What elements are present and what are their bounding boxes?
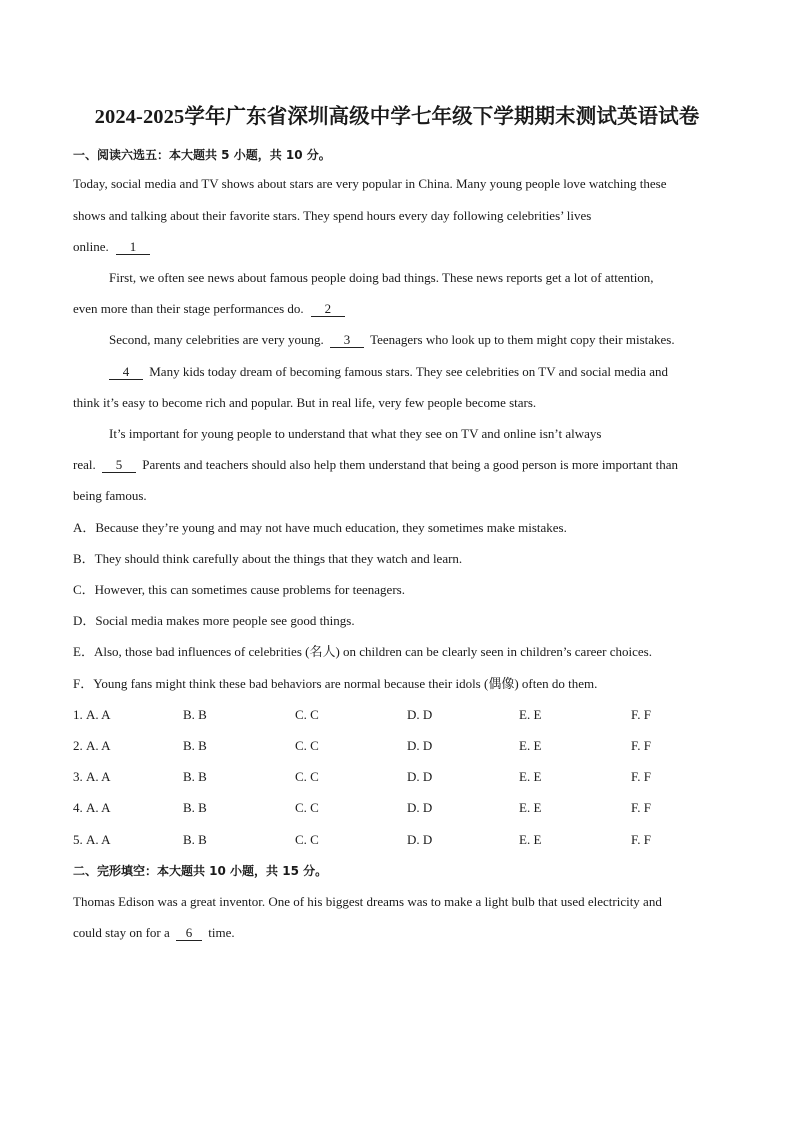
passage-text: could stay on for a	[73, 925, 170, 940]
answer-choice[interactable]: E. E	[519, 707, 542, 722]
answer-choice[interactable]: A. A	[86, 707, 111, 722]
answer-choice[interactable]: A. A	[86, 769, 111, 784]
option-f: F．Young fans might think these bad behaviors are normal because their idols (偶像) often do them.	[73, 676, 598, 691]
answer-choice[interactable]: D. D	[407, 738, 433, 753]
answer-choice[interactable]: B. B	[183, 832, 207, 847]
passage-line	[73, 300, 345, 318]
blank-3[interactable]: 3	[330, 332, 364, 348]
passage-line: First, we often see news about famous people doing bad things. These news reports get a lot of attention,	[109, 270, 654, 285]
answer-choice[interactable]: C. C	[295, 832, 319, 847]
question-number: 4.	[73, 800, 83, 815]
answer-choice[interactable]: B. B	[183, 800, 207, 815]
answer-choice[interactable]: E. E	[519, 769, 542, 784]
blank-2[interactable]: 2	[311, 301, 345, 317]
passage-text: even more than their stage performances do.	[73, 301, 304, 316]
passage-line	[109, 363, 668, 381]
passage-line: being famous.	[73, 488, 147, 503]
option-a: A．Because they’re young and may not have much education, they sometimes make mistakes.	[73, 520, 567, 535]
answer-choice[interactable]: D. D	[407, 832, 433, 847]
answer-choice[interactable]: F. F	[631, 800, 651, 815]
passage-line: think it’s easy to become rich and popular. But in real life, very few people become stars.	[73, 395, 537, 410]
answer-choice[interactable]: A. A	[86, 738, 111, 753]
section-2-heading: 二、完形填空：本大题共 10 小题，共 15 分。	[73, 864, 328, 878]
blank-1[interactable]: 1	[116, 239, 150, 255]
question-number: 1.	[73, 707, 83, 722]
passage-text: online.	[73, 239, 109, 254]
answer-choice[interactable]: D. D	[407, 707, 433, 722]
option-b: B．They should think carefully about the things that they watch and learn.	[73, 551, 463, 566]
blank-5[interactable]: 5	[102, 457, 136, 473]
passage-text: Teenagers who look up to them might copy their mistakes.	[370, 332, 675, 347]
passage-line	[73, 924, 235, 942]
passage-line: It’s important for young people to understand that what they see on TV and online isn’t always	[109, 426, 602, 441]
answer-choice[interactable]: F. F	[631, 832, 651, 847]
answer-choice[interactable]: D. D	[407, 769, 433, 784]
passage-line: shows and talking about their favorite stars. They spend hours every day following celebrities’ lives	[73, 208, 592, 223]
answer-choice[interactable]: F. F	[631, 738, 651, 753]
passage-text: Many kids today dream of becoming famous stars. They see celebrities on TV and social media and	[149, 364, 669, 379]
answer-choice[interactable]: E. E	[519, 738, 542, 753]
passage-text: Parents and teachers should also help them understand that being a good person is more important than	[142, 457, 678, 472]
blank-4[interactable]: 4	[109, 364, 143, 380]
answer-choice[interactable]: F. F	[631, 707, 651, 722]
answer-choice[interactable]: A. A	[86, 832, 111, 847]
passage-line	[73, 238, 150, 256]
answer-choice[interactable]: C. C	[295, 707, 319, 722]
passage-text: time.	[208, 925, 235, 940]
passage-line	[73, 456, 678, 474]
answer-choice[interactable]: F. F	[631, 769, 651, 784]
answer-choice[interactable]: C. C	[295, 769, 319, 784]
question-number: 5.	[73, 832, 83, 847]
question-number: 3.	[73, 769, 83, 784]
option-e: E．Also, those bad influences of celebrities (名人) on children can be clearly seen in children’s career choices.	[73, 644, 652, 659]
page-title: 2024-2025学年广东省深圳高级中学七年级下学期期末测试英语试卷	[94, 106, 700, 128]
option-d: D．Social media makes more people see good things.	[73, 613, 355, 628]
passage-line: Thomas Edison was a great inventor. One of his biggest dreams was to make a light bulb that used electricity and	[73, 894, 662, 909]
blank-6[interactable]: 6	[176, 925, 202, 941]
answer-choice[interactable]: B. B	[183, 738, 207, 753]
answer-choice[interactable]: B. B	[183, 707, 207, 722]
answer-choice[interactable]: D. D	[407, 800, 433, 815]
option-c: C．However, this can sometimes cause problems for teenagers.	[73, 582, 405, 597]
answer-choice[interactable]: A. A	[86, 800, 111, 815]
passage-line	[109, 331, 675, 349]
passage-text: Second, many celebrities are very young.	[109, 332, 324, 347]
passage-line: Today, social media and TV shows about stars are very popular in China. Many young people love watching these	[73, 176, 667, 191]
answer-choice[interactable]: E. E	[519, 832, 542, 847]
question-number: 2.	[73, 738, 83, 753]
passage-text: real.	[73, 457, 96, 472]
answer-choice[interactable]: C. C	[295, 800, 319, 815]
answer-choice[interactable]: C. C	[295, 738, 319, 753]
answer-choice[interactable]: B. B	[183, 769, 207, 784]
answer-choice[interactable]: E. E	[519, 800, 542, 815]
section-1-heading: 一、阅读六选五：本大题共 5 小题，共 10 分。	[73, 148, 331, 162]
